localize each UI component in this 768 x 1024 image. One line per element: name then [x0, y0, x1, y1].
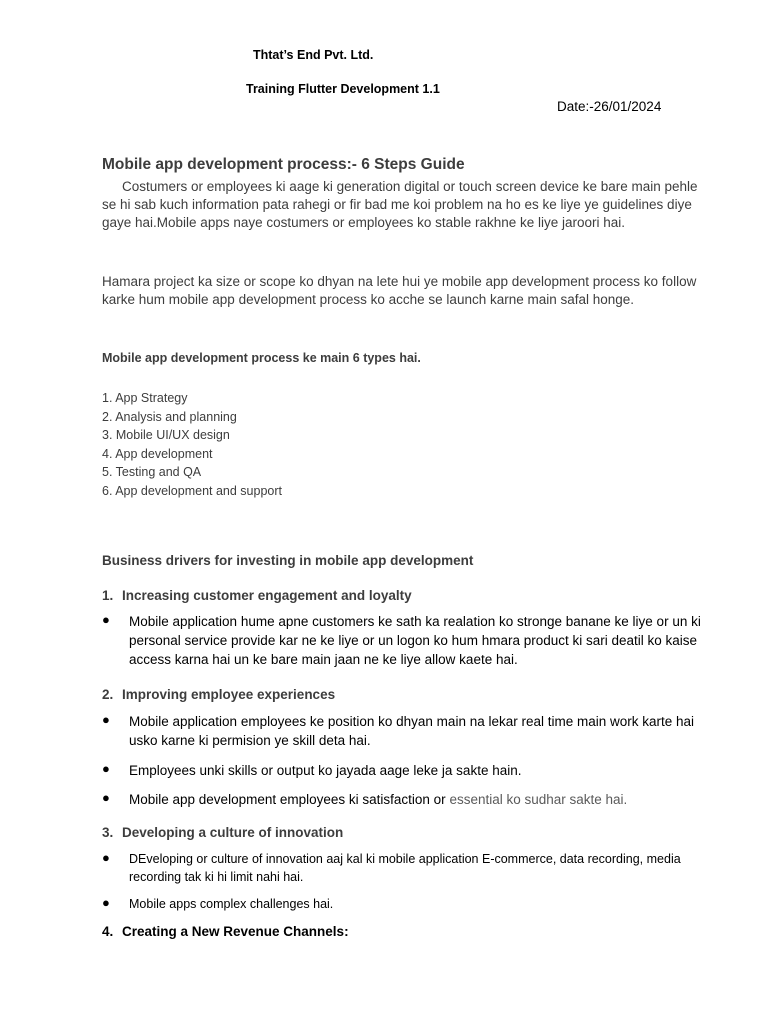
- bullet-text-tail: essential ko sudhar sakte hai.: [449, 792, 628, 807]
- bullet-text: Mobile application hume apne customers ke sath ka realation ko stronge banane ke liye or un ki personal service provide kar ne ke liye or un logon ko hum hmara product ki sari deatil ko kaise access karna hai un ke bare main jaan ne ke liye allow kaete hai.: [129, 614, 701, 667]
- document-date: Date:-26/01/2024: [557, 99, 662, 114]
- main-heading: Mobile app development process:- 6 Steps Guide: [102, 156, 465, 173]
- training-title: Training Flutter Development 1.1: [246, 82, 440, 96]
- bullet-item: [102, 850, 712, 886]
- section-number: 2.: [102, 687, 114, 702]
- section-number: 1.: [102, 588, 114, 603]
- bullet-item: [102, 761, 712, 780]
- section-heading-1: [102, 588, 412, 603]
- bullet-text: Mobile apps complex challenges hai.: [129, 897, 334, 911]
- bullet-dot-icon: ●: [102, 612, 110, 627]
- section-heading-3: [102, 825, 343, 840]
- section-title: Improving employee experiences: [122, 687, 336, 702]
- step-item: 4. App development: [102, 446, 213, 461]
- bullet-dot-icon: ●: [102, 761, 110, 776]
- step-item: 6. App development and support: [102, 483, 282, 498]
- bullet-dot-icon: ●: [102, 790, 110, 805]
- bullet-item: [102, 895, 712, 913]
- bullet-dot-icon: ●: [102, 895, 110, 910]
- step-item: 2. Analysis and planning: [102, 409, 237, 424]
- step-item: 3. Mobile UI/UX design: [102, 428, 230, 443]
- bullet-dot-icon: ●: [102, 850, 110, 865]
- section-title: Increasing customer engagement and loyalty: [122, 588, 412, 603]
- section-title: Developing a culture of innovation: [122, 825, 344, 840]
- section-heading-4: [102, 924, 349, 939]
- bullet-item: [102, 712, 712, 750]
- bullet-text: Mobile application employees ke position ko dhyan main na lekar real time main work karte hai usko karne ki permision ye skill deta hai.: [129, 714, 695, 748]
- bullet-item: [102, 612, 712, 669]
- bullet-text: Employees unki skills or output ko jayada aage leke ja sakte hain.: [129, 763, 522, 778]
- bullet-item: [102, 790, 712, 809]
- intro-paragraph-1-text: Costumers or employees ki aage ki generation digital or touch screen device ke bare main pehle se hi sab kuch information pata rahegi or fir bad me koi problem na ho es ke liye ye guidelines diye gaye hai.Mobile apps naye costumers or employees ko stable rakhne ke liye jaroori hai.: [102, 179, 698, 230]
- section-heading-2: [102, 687, 335, 702]
- drivers-heading: Business drivers for investing in mobile app development: [102, 553, 474, 568]
- section-number: 4.: [102, 924, 114, 939]
- steps-heading: Mobile app development process ke main 6 types hai.: [102, 351, 421, 365]
- bullet-text: [129, 790, 712, 809]
- section-number: 3.: [102, 825, 114, 840]
- steps-list: [102, 389, 282, 501]
- step-item: 1. App Strategy: [102, 391, 188, 405]
- bullet-text-main: Mobile app development employees ki satisfaction or: [129, 792, 446, 807]
- company-name: Thtat’s End Pvt. Ltd.: [253, 48, 374, 62]
- step-item: 5. Testing and QA: [102, 465, 202, 480]
- intro-paragraph-2: Hamara project ka size or scope ko dhyan na lete hui ye mobile app development process ko follow karke hum mobile app development process ko acche se launch karne main safal honge.: [102, 274, 697, 307]
- section-title: Creating a New Revenue Channels:: [122, 924, 349, 939]
- bullet-text: DEveloping or culture of innovation aaj kal ki mobile application E-commerce, data recording, media recording tak ki hi limit nahi hai.: [129, 852, 681, 884]
- intro-paragraph-1: [102, 178, 712, 232]
- bullet-dot-icon: ●: [102, 712, 110, 727]
